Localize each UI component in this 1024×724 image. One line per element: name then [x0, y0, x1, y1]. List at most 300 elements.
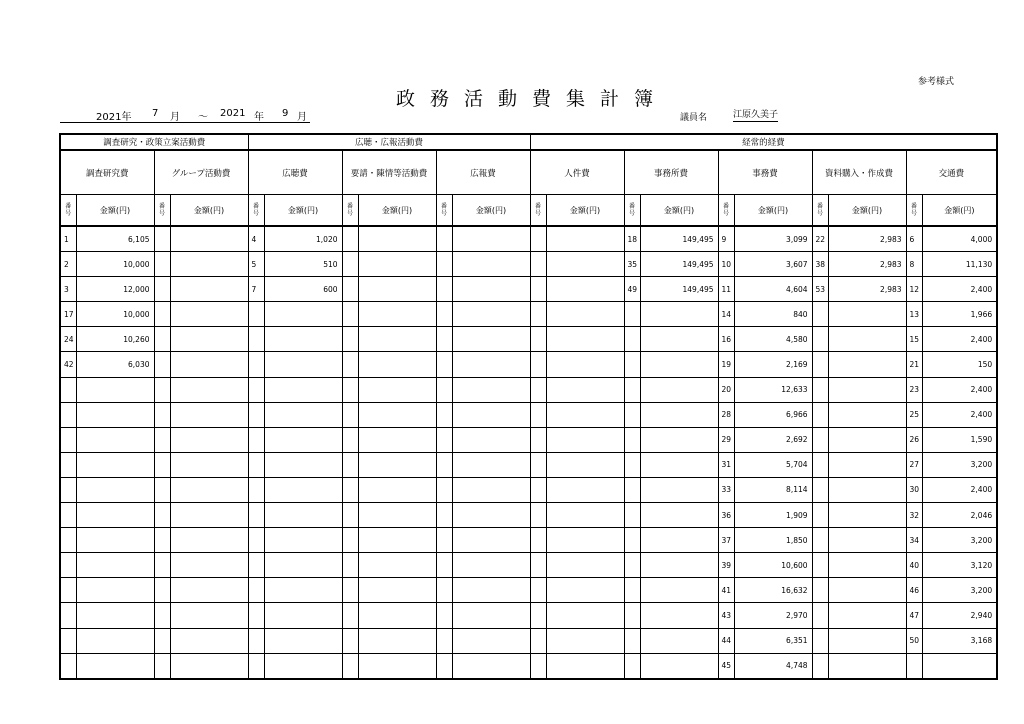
- entry-number-cell: [248, 528, 264, 553]
- entry-amount-cell: [640, 578, 718, 603]
- entry-amount-cell: [264, 653, 342, 679]
- entry-number-cell: [812, 402, 828, 427]
- entry-amount-cell: [76, 603, 154, 628]
- entry-number-cell: 26: [906, 427, 922, 452]
- entry-number-cell: [530, 578, 546, 603]
- entry-amount-cell: 2,400: [922, 477, 997, 502]
- entry-amount-cell: [546, 327, 624, 352]
- entry-number-cell: [624, 653, 640, 679]
- entry-number-cell: [436, 302, 452, 327]
- entry-number-cell: [342, 226, 358, 252]
- entry-amount-cell: [76, 528, 154, 553]
- entry-number-cell: [812, 352, 828, 377]
- entry-amount-cell: 3,200: [922, 528, 997, 553]
- entry-number-cell: 24: [60, 327, 76, 352]
- entry-amount-cell: 3,607: [734, 252, 812, 277]
- entry-number-cell: [154, 226, 170, 252]
- entry-amount-cell: [452, 477, 530, 502]
- entry-number-cell: 45: [718, 653, 734, 679]
- entry-number-cell: [530, 327, 546, 352]
- number-header-char: 番: [253, 203, 260, 210]
- entry-amount-cell: [546, 603, 624, 628]
- entry-amount-cell: [546, 302, 624, 327]
- entry-amount-cell: 150: [922, 352, 997, 377]
- entry-number-cell: 12: [906, 277, 922, 302]
- entry-amount-cell: [264, 603, 342, 628]
- entry-number-cell: [530, 352, 546, 377]
- entry-number-cell: [60, 503, 76, 528]
- entry-number-cell: 50: [906, 628, 922, 653]
- subcategory-header: 事務費: [718, 150, 812, 195]
- entry-number-cell: 37: [718, 528, 734, 553]
- subcategory-header: 調査研究費: [60, 150, 154, 195]
- entry-number-cell: [248, 327, 264, 352]
- entry-amount-cell: [452, 553, 530, 578]
- entry-number-cell: [342, 302, 358, 327]
- entry-amount-cell: [358, 503, 436, 528]
- entry-amount-cell: [452, 402, 530, 427]
- entry-number-cell: 1: [60, 226, 76, 252]
- entry-number-cell: [530, 226, 546, 252]
- entry-number-cell: 35: [624, 252, 640, 277]
- entry-amount-cell: 8,114: [734, 477, 812, 502]
- entry-number-cell: [154, 603, 170, 628]
- entry-number-cell: 4: [248, 226, 264, 252]
- entry-number-cell: [624, 553, 640, 578]
- subcategory-header: 交通費: [906, 150, 997, 195]
- entry-amount-cell: [358, 578, 436, 603]
- entry-number-cell: 15: [906, 327, 922, 352]
- entry-number-cell: [342, 528, 358, 553]
- entry-number-cell: [154, 302, 170, 327]
- subcategory-header: 要請・陳情等活動費: [342, 150, 436, 195]
- entry-number-cell: [248, 603, 264, 628]
- number-header-char: 番: [911, 203, 918, 210]
- entry-amount-cell: [546, 578, 624, 603]
- entry-number-cell: [624, 477, 640, 502]
- table-row: [60, 327, 997, 352]
- entry-number-cell: [812, 302, 828, 327]
- entry-amount-cell: [170, 477, 248, 502]
- entry-number-cell: [154, 427, 170, 452]
- entry-amount-cell: [170, 277, 248, 302]
- entry-amount-cell: [170, 452, 248, 477]
- entry-amount-cell: [76, 427, 154, 452]
- entry-number-cell: [812, 327, 828, 352]
- entry-number-cell: [530, 402, 546, 427]
- entry-number-cell: 6: [906, 226, 922, 252]
- entry-number-cell: 23: [906, 377, 922, 402]
- entry-amount-cell: 4,580: [734, 327, 812, 352]
- entry-amount-cell: [546, 653, 624, 679]
- entry-amount-cell: [828, 402, 906, 427]
- entry-amount-cell: 2,400: [922, 277, 997, 302]
- entry-amount-cell: [358, 553, 436, 578]
- entry-number-cell: [342, 352, 358, 377]
- entry-number-cell: 3: [60, 277, 76, 302]
- entry-amount-cell: [452, 302, 530, 327]
- amount-column-header: 金額(円): [358, 195, 436, 227]
- number-header-char: 番: [629, 203, 636, 210]
- entry-amount-cell: 2,046: [922, 503, 997, 528]
- entry-amount-cell: [640, 528, 718, 553]
- entry-number-cell: [342, 578, 358, 603]
- entry-number-cell: [624, 377, 640, 402]
- entry-amount-cell: 5,704: [734, 452, 812, 477]
- number-header-char: 号: [253, 210, 260, 217]
- entry-amount-cell: [170, 377, 248, 402]
- table-row: [60, 252, 997, 277]
- entry-number-cell: 42: [60, 352, 76, 377]
- entry-amount-cell: [264, 327, 342, 352]
- entry-number-cell: [530, 553, 546, 578]
- entry-number-cell: 5: [248, 252, 264, 277]
- entry-number-cell: 53: [812, 277, 828, 302]
- entry-amount-cell: 2,400: [922, 377, 997, 402]
- entry-amount-cell: [546, 352, 624, 377]
- entry-amount-cell: [170, 252, 248, 277]
- entry-amount-cell: [452, 252, 530, 277]
- entry-number-cell: 17: [60, 302, 76, 327]
- entry-number-cell: 47: [906, 603, 922, 628]
- amount-column-header: 金額(円): [546, 195, 624, 227]
- entry-amount-cell: [452, 578, 530, 603]
- entry-amount-cell: 1,590: [922, 427, 997, 452]
- entry-number-cell: 28: [718, 402, 734, 427]
- entry-number-cell: [60, 477, 76, 502]
- entry-amount-cell: [640, 628, 718, 653]
- entry-amount-cell: [264, 377, 342, 402]
- entry-amount-cell: [358, 603, 436, 628]
- number-header-char: 号: [723, 210, 730, 217]
- entry-number-cell: [530, 252, 546, 277]
- entry-amount-cell: [264, 578, 342, 603]
- entry-number-cell: 16: [718, 327, 734, 352]
- entry-number-cell: 2: [60, 252, 76, 277]
- entry-amount-cell: [452, 277, 530, 302]
- entry-amount-cell: [76, 553, 154, 578]
- entry-amount-cell: [358, 402, 436, 427]
- entry-amount-cell: [828, 377, 906, 402]
- entry-number-cell: 20: [718, 377, 734, 402]
- entry-amount-cell: 10,000: [76, 302, 154, 327]
- entry-number-cell: [154, 578, 170, 603]
- table-row: [60, 452, 997, 477]
- entry-amount-cell: [640, 477, 718, 502]
- entry-number-cell: [436, 553, 452, 578]
- entry-number-cell: [436, 277, 452, 302]
- entry-amount-cell: [828, 327, 906, 352]
- entry-amount-cell: [76, 653, 154, 679]
- entry-amount-cell: [170, 352, 248, 377]
- number-header-char: 号: [535, 210, 542, 217]
- entry-number-cell: [812, 603, 828, 628]
- entry-number-cell: [624, 302, 640, 327]
- entry-number-cell: 21: [906, 352, 922, 377]
- entry-amount-cell: [358, 528, 436, 553]
- entry-number-cell: [60, 603, 76, 628]
- number-column-header: [248, 195, 264, 227]
- table-row: [60, 226, 997, 252]
- table-row: [60, 503, 997, 528]
- number-header-char: 号: [441, 210, 448, 217]
- entry-amount-cell: 3,168: [922, 628, 997, 653]
- number-header-char: 号: [629, 210, 636, 217]
- entry-number-cell: [812, 503, 828, 528]
- entry-amount-cell: 10,600: [734, 553, 812, 578]
- entry-amount-cell: [358, 352, 436, 377]
- entry-amount-cell: [546, 427, 624, 452]
- entry-number-cell: [154, 528, 170, 553]
- entry-amount-cell: [828, 452, 906, 477]
- entry-amount-cell: [640, 302, 718, 327]
- entry-number-cell: [812, 553, 828, 578]
- number-column-header: [906, 195, 922, 227]
- entry-number-cell: [436, 603, 452, 628]
- table-row: [60, 277, 997, 302]
- number-column-header: [718, 195, 734, 227]
- entry-number-cell: [248, 452, 264, 477]
- entry-amount-cell: [828, 352, 906, 377]
- entry-amount-cell: [452, 452, 530, 477]
- entry-amount-cell: [828, 628, 906, 653]
- amount-column-header: 金額(円): [922, 195, 997, 227]
- entry-amount-cell: [264, 452, 342, 477]
- subcategory-header: 資料購入・作成費: [812, 150, 906, 195]
- entry-number-cell: 39: [718, 553, 734, 578]
- entry-number-cell: [530, 277, 546, 302]
- entry-number-cell: [906, 653, 922, 679]
- entry-number-cell: [154, 553, 170, 578]
- entry-amount-cell: [546, 628, 624, 653]
- entry-number-cell: [812, 653, 828, 679]
- entry-number-cell: [60, 628, 76, 653]
- entry-amount-cell: 149,495: [640, 252, 718, 277]
- entry-number-cell: [248, 628, 264, 653]
- entry-amount-cell: 2,940: [922, 603, 997, 628]
- table-row: [60, 653, 997, 679]
- entry-number-cell: 9: [718, 226, 734, 252]
- entry-number-cell: [154, 402, 170, 427]
- entry-number-cell: [248, 377, 264, 402]
- entry-number-cell: [624, 452, 640, 477]
- entry-number-cell: [154, 277, 170, 302]
- table-row: [60, 352, 997, 377]
- entry-number-cell: 46: [906, 578, 922, 603]
- entry-amount-cell: 11,130: [922, 252, 997, 277]
- entry-amount-cell: 3,099: [734, 226, 812, 252]
- entry-amount-cell: [640, 327, 718, 352]
- entry-amount-cell: 840: [734, 302, 812, 327]
- entry-amount-cell: [358, 277, 436, 302]
- entry-number-cell: 10: [718, 252, 734, 277]
- entry-amount-cell: [264, 302, 342, 327]
- entry-amount-cell: 2,400: [922, 327, 997, 352]
- entry-amount-cell: 2,983: [828, 226, 906, 252]
- entry-amount-cell: [452, 427, 530, 452]
- entry-amount-cell: [546, 477, 624, 502]
- entry-number-cell: [436, 252, 452, 277]
- entry-number-cell: [436, 427, 452, 452]
- period-to-year-unit: 年: [254, 112, 264, 123]
- expense-ledger-table: [59, 133, 998, 680]
- entry-number-cell: [624, 578, 640, 603]
- entry-amount-cell: 4,000: [922, 226, 997, 252]
- member-label: 議員名: [680, 113, 708, 123]
- amount-column-header: 金額(円): [264, 195, 342, 227]
- entry-number-cell: [342, 477, 358, 502]
- entry-number-cell: [530, 528, 546, 553]
- entry-amount-cell: [76, 452, 154, 477]
- entry-amount-cell: 1,909: [734, 503, 812, 528]
- number-header-char: 号: [65, 210, 72, 217]
- entry-amount-cell: 1,020: [264, 226, 342, 252]
- entry-number-cell: [436, 477, 452, 502]
- entry-number-cell: [342, 277, 358, 302]
- subcategory-header: 広聴費: [248, 150, 342, 195]
- entry-number-cell: [436, 653, 452, 679]
- entry-amount-cell: 2,983: [828, 252, 906, 277]
- table-row: [60, 628, 997, 653]
- entry-number-cell: 34: [906, 528, 922, 553]
- subcategory-header: 人件費: [530, 150, 624, 195]
- period-range: [60, 108, 310, 123]
- entry-number-cell: [154, 252, 170, 277]
- entry-amount-cell: 149,495: [640, 277, 718, 302]
- number-column-header: [342, 195, 358, 227]
- entry-number-cell: [60, 553, 76, 578]
- entry-amount-cell: [170, 503, 248, 528]
- entry-number-cell: [342, 553, 358, 578]
- entry-number-cell: [342, 603, 358, 628]
- period-to-month-unit: 月: [297, 112, 307, 123]
- entry-number-cell: 13: [906, 302, 922, 327]
- entry-number-cell: [436, 327, 452, 352]
- entry-amount-cell: [546, 277, 624, 302]
- entry-amount-cell: [264, 628, 342, 653]
- entry-number-cell: 7: [248, 277, 264, 302]
- entry-number-cell: [342, 653, 358, 679]
- table-row: [60, 377, 997, 402]
- entry-amount-cell: [452, 327, 530, 352]
- entry-number-cell: [530, 302, 546, 327]
- entry-number-cell: [436, 628, 452, 653]
- entry-amount-cell: [358, 302, 436, 327]
- number-header-char: 番: [535, 203, 542, 210]
- entry-amount-cell: 2,169: [734, 352, 812, 377]
- entry-number-cell: [530, 452, 546, 477]
- entry-number-cell: [342, 628, 358, 653]
- entry-amount-cell: [828, 553, 906, 578]
- table-row: [60, 603, 997, 628]
- entry-amount-cell: 6,030: [76, 352, 154, 377]
- entry-amount-cell: [358, 628, 436, 653]
- entry-amount-cell: [170, 327, 248, 352]
- entry-amount-cell: [358, 427, 436, 452]
- entry-amount-cell: [546, 377, 624, 402]
- entry-number-cell: 49: [624, 277, 640, 302]
- entry-amount-cell: [828, 503, 906, 528]
- entry-amount-cell: 1,966: [922, 302, 997, 327]
- entry-amount-cell: [264, 427, 342, 452]
- entry-amount-cell: 3,120: [922, 553, 997, 578]
- entry-number-cell: [154, 503, 170, 528]
- entry-amount-cell: [264, 503, 342, 528]
- entry-amount-cell: [828, 653, 906, 679]
- entry-amount-cell: [76, 402, 154, 427]
- entry-amount-cell: [452, 377, 530, 402]
- entry-amount-cell: 6,966: [734, 402, 812, 427]
- entry-number-cell: [154, 352, 170, 377]
- entry-number-cell: 14: [718, 302, 734, 327]
- entry-amount-cell: [828, 528, 906, 553]
- entry-number-cell: [60, 528, 76, 553]
- entry-number-cell: [60, 427, 76, 452]
- entry-amount-cell: [170, 603, 248, 628]
- entry-amount-cell: [264, 352, 342, 377]
- entry-number-cell: [248, 302, 264, 327]
- entry-amount-cell: [546, 553, 624, 578]
- period-from-year: 2021年: [96, 112, 132, 123]
- entry-number-cell: [436, 377, 452, 402]
- member-name: 江原久美子: [733, 110, 779, 120]
- entry-amount-cell: 510: [264, 252, 342, 277]
- entry-amount-cell: [640, 553, 718, 578]
- entry-amount-cell: [170, 528, 248, 553]
- amount-column-header: 金額(円): [452, 195, 530, 227]
- entry-amount-cell: 10,000: [76, 252, 154, 277]
- entry-amount-cell: 3,200: [922, 578, 997, 603]
- entry-number-cell: [812, 452, 828, 477]
- entry-amount-cell: 12,000: [76, 277, 154, 302]
- entry-amount-cell: [264, 402, 342, 427]
- table-row: [60, 302, 997, 327]
- entry-number-cell: 11: [718, 277, 734, 302]
- entry-amount-cell: [640, 427, 718, 452]
- subcategory-header: 広報費: [436, 150, 530, 195]
- entry-amount-cell: [76, 578, 154, 603]
- entry-amount-cell: [358, 653, 436, 679]
- entry-amount-cell: [546, 252, 624, 277]
- entry-number-cell: 33: [718, 477, 734, 502]
- entry-amount-cell: [828, 427, 906, 452]
- entry-amount-cell: [640, 653, 718, 679]
- entry-amount-cell: 2,400: [922, 402, 997, 427]
- entry-amount-cell: [828, 603, 906, 628]
- entry-amount-cell: [358, 377, 436, 402]
- entry-amount-cell: [76, 628, 154, 653]
- entry-number-cell: [812, 477, 828, 502]
- entry-amount-cell: [640, 452, 718, 477]
- entry-number-cell: 38: [812, 252, 828, 277]
- entry-amount-cell: [170, 553, 248, 578]
- table-row: [60, 578, 997, 603]
- entry-number-cell: 40: [906, 553, 922, 578]
- entry-number-cell: [624, 528, 640, 553]
- entry-amount-cell: [264, 528, 342, 553]
- entry-number-cell: 30: [906, 477, 922, 502]
- entry-number-cell: 18: [624, 226, 640, 252]
- table-row: [60, 553, 997, 578]
- entry-number-cell: [624, 327, 640, 352]
- entry-number-cell: [624, 427, 640, 452]
- entry-amount-cell: [76, 377, 154, 402]
- number-header-char: 番: [158, 203, 165, 210]
- entry-number-cell: [154, 477, 170, 502]
- number-header-char: 番: [817, 203, 824, 210]
- number-column-header: [812, 195, 828, 227]
- entry-number-cell: [436, 503, 452, 528]
